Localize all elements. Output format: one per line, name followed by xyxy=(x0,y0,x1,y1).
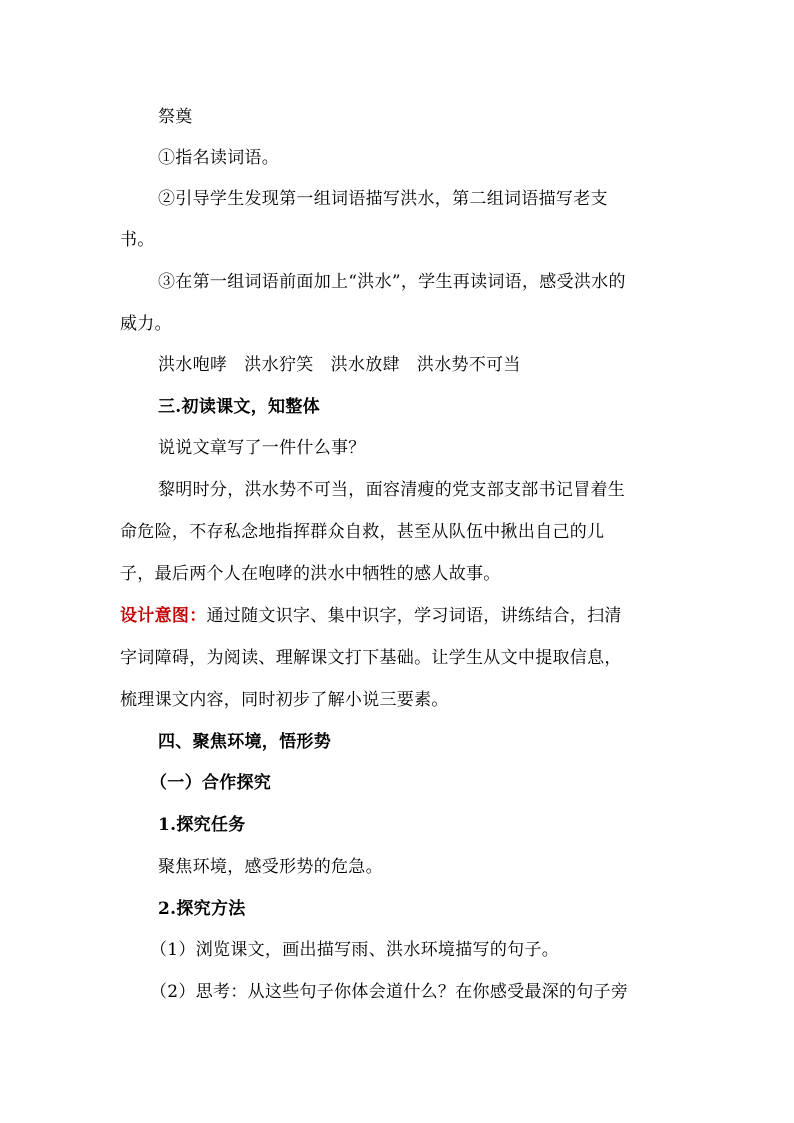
numbered-heading: 1.探究任务 xyxy=(158,815,246,835)
list-item: （1）浏览课文，画出描写雨、洪水环境描写的句子。 xyxy=(150,940,560,960)
paragraph-line: 字词障碍，为阅读、理解课文打下基础。让学生从文中提取信息， xyxy=(120,648,622,668)
paragraph-line: 威力。 xyxy=(120,314,172,334)
paragraph-line: 命危险，不存私念地指挥群众自救，甚至从队伍中揪出自己的儿 xyxy=(120,522,605,542)
subsection-heading: （一）合作探究 xyxy=(150,773,272,793)
word-group-line: 洪水咆哮 洪水狞笑 洪水放肆 洪水势不可当 xyxy=(158,355,521,375)
paragraph-line: 祭奠 xyxy=(158,107,193,127)
numbered-heading: 2.探究方法 xyxy=(158,899,246,919)
design-intent-label: 设计意图： xyxy=(120,606,207,626)
list-item: （2）思考：从这些句子你体会道什么？在你感受最深的句子旁 xyxy=(150,982,629,1002)
paragraph-line: 书。 xyxy=(120,230,155,250)
paragraph-line: 聚焦环境，感受形势的危急。 xyxy=(158,857,383,877)
paragraph-line: ②引导学生发现第一组词语描写洪水，第二组词语描写老支 xyxy=(158,189,608,209)
paragraph-line: ①指名读词语。 xyxy=(158,148,280,168)
paragraph-line: ③在第一组词语前面加上“洪水”，学生再读词语，感受洪水的 xyxy=(158,272,626,292)
section-heading: 三.初读课文，知整体 xyxy=(158,397,320,417)
design-intent-line xyxy=(120,605,622,627)
paragraph-line: 黎明时分，洪水势不可当，面容清瘦的党支部支部书记冒着生 xyxy=(158,480,626,500)
design-intent-text: 通过随文识字、集中识字，学习词语，讲练结合，扫清 xyxy=(206,606,622,626)
paragraph-line: 梳理课文内容，同时初步了解小说三要素。 xyxy=(120,690,449,710)
section-heading: 四、聚焦环境，悟形势 xyxy=(158,732,331,752)
paragraph-line: 说说文章写了一件什么事？ xyxy=(158,438,366,458)
paragraph-line: 子，最后两个人在咆哮的洪水中牺牲的感人故事。 xyxy=(120,564,501,584)
